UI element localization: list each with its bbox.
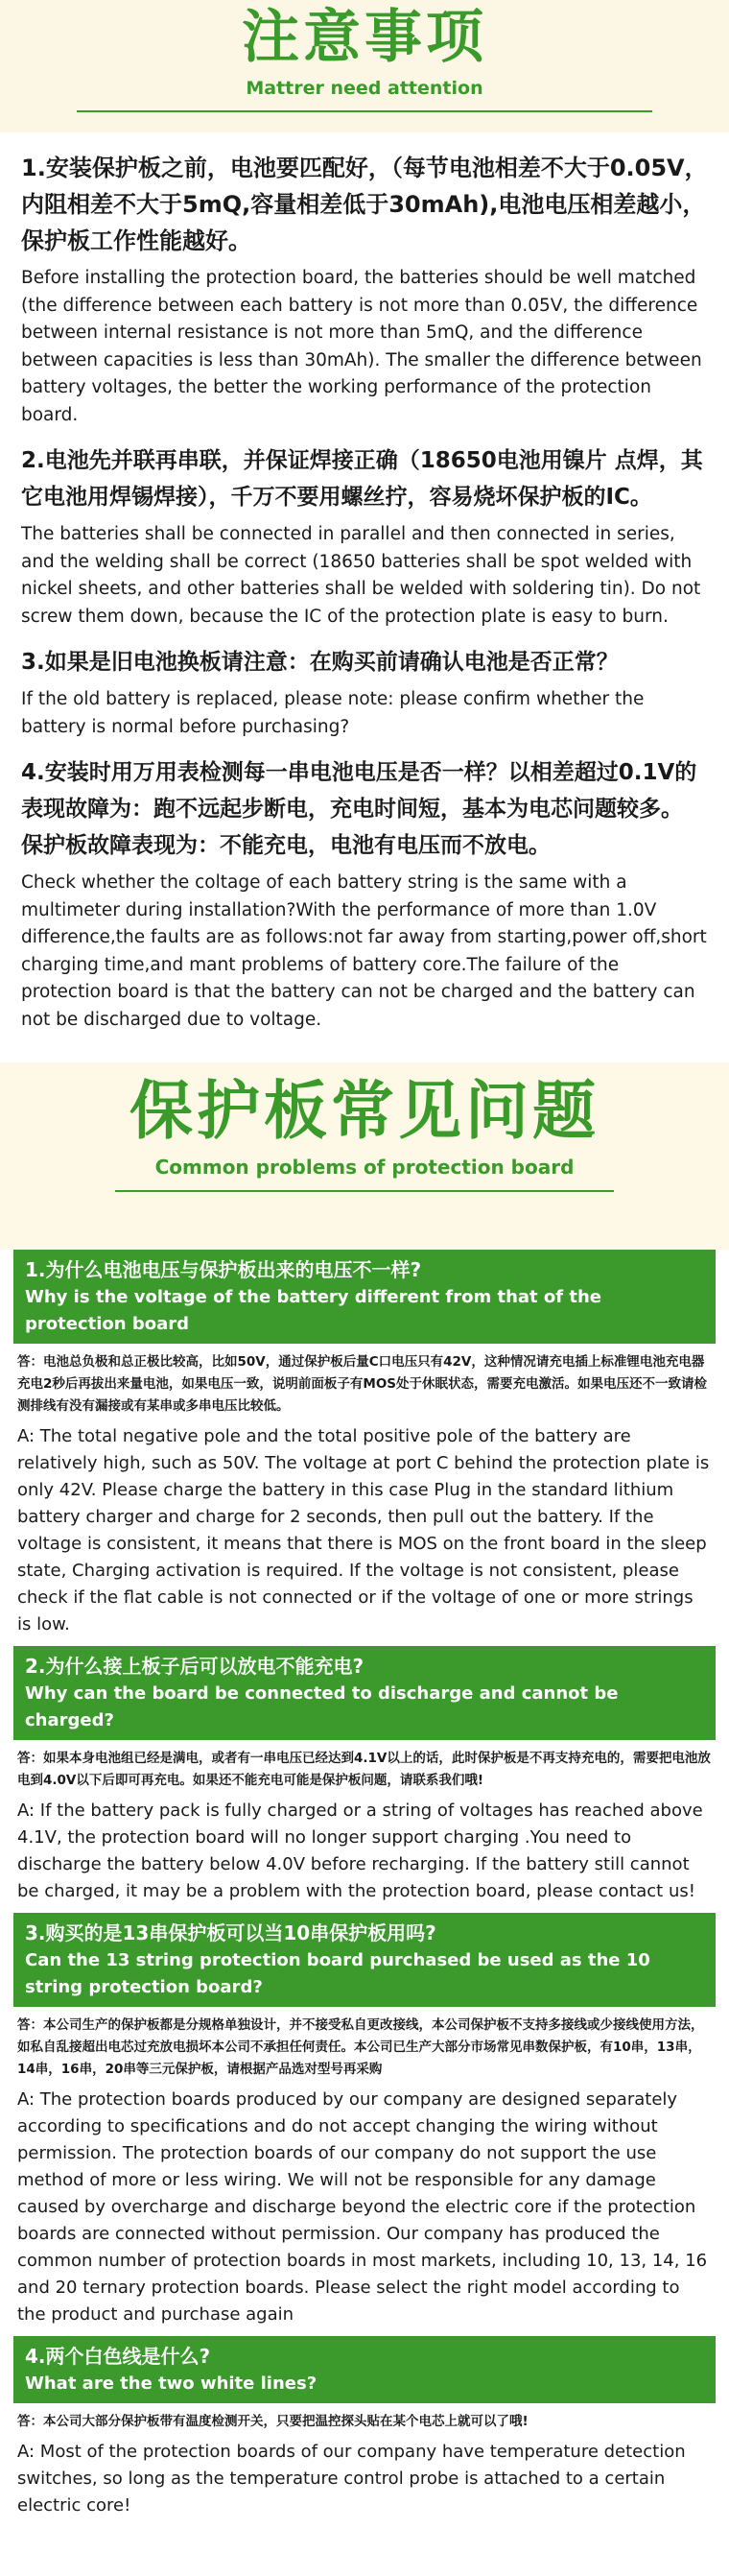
note-4-en: Check whether the coltage of each battery string is the same with a multimeter during installation?With the performance of more than 1.0V difference,the faults are as follows:not far away from starting,power off,short charging time,and mant problems of battery core.The failure of the protection board is that the battery can not be charged and the battery can not be discharged due to voltage. <box>21 872 707 1030</box>
faq-answer-4 <box>13 2403 716 2527</box>
question-en: What are the two white lines? <box>25 2373 317 2394</box>
faq-question-2 <box>13 1646 716 1740</box>
faq-answer-3 <box>13 2007 716 2336</box>
note-1-zh: 1.安装保护板之前，电池要匹配好，（每节电池相差不大于0.05V，内阻相差不大于5mQ,容量相差低于30mAh),电池电压相差越小，保护板工作性能越好。 <box>21 155 708 254</box>
faq-question-1 <box>13 1250 716 1344</box>
notes-header <box>0 0 729 132</box>
question-zh: 3.购买的是13串保护板可以当10串保护板用吗? <box>25 1921 436 1944</box>
notes-section <box>0 132 729 1062</box>
question-zh: 1.为什么电池电压与保护板出来的电压不一样? <box>25 1258 422 1281</box>
note-4-zh: 4.安装时用万用表检测每一串电池电压是否一样？以相差超过0.1V的表现故障为：跑不远起步断电，充电时间短，基本为电芯问题较多。 <box>21 760 697 822</box>
question-zh: 2.为什么接上板子后可以放电不能充电? <box>25 1655 364 1678</box>
answer-zh: 答：本公司生产的保护板都是分规格单独设计，并不接受私自更改接线，本公司保护板不支持多接线或少接线使用方法，如私自乱接超出电芯过充放电损坏本公司不承担任何责任。本公司已生产大部分市场常见串数保护板，有10串，13串，14串，16串，20串等三元保护板，请根据产品选对型号再采购 <box>17 2017 704 2077</box>
faq-question-4 <box>13 2336 716 2403</box>
answer-zh: 答：如果本身电池组已经是满电，或者有一串电压已经达到4.1V以上的话，此时保护板是不再支持充电的，需要把电池放电到4.0V以下后即可再充电。如果还不能充电可能是保护板问题，请联系我们哦! <box>17 1751 711 1788</box>
faq-title: 保护板常见问题 <box>129 1074 600 1148</box>
note-4-zh-fault: 保护板故障表现为：不能充电，电池有电压而不放电。 <box>21 833 551 858</box>
note-1-en: Before installing the protection board, the batteries should be well matched (the difference between each battery is not more than 0.05V, the difference between internal resistance is not more than 5mQ, and the difference between capacities is less than 30mAh). The smaller the difference between battery voltages, the better the working performance of the protection board. <box>21 268 702 425</box>
answer-en: A: The protection boards produced by our company are designed separately according to specifications and do not accept changing the wiring without permission. The protection boards of our company do not support the use method of more or less wiring. We will not be responsible for any damage caused by overcharge and discharge beyond the electric core if the protection boards are connected without permission. Our company has produced the common number of protection boards in most markets, including 10, 13, 14, 16 and 20 ternary protection boards. Please select the right model according to the product and purchase again <box>17 2089 708 2325</box>
question-en: Why can the board be connected to discharge and cannot be charged? <box>25 1683 619 1730</box>
note-3-zh: 3.如果是旧电池换板请注意：在购买前请确认电池是否正常？ <box>21 650 619 675</box>
answer-en: A: Most of the protection boards of our company have temperature detection switches, so long as the temperature control probe is attached to a certain electric core! <box>17 2442 686 2516</box>
note-2-en: The batteries shall be connected in parallel and then connected in series, and the welding shall be correct (18650 batteries shall be spot welded with nickel sheets, and other batteries shall be welded with soldering tin). Do not screw them down, because the IC of the protection plate is easy to burn. <box>21 524 701 627</box>
notes-title: 注意事项 <box>242 4 487 71</box>
faq-subtitle: Common problems of protection board <box>154 1156 575 1180</box>
answer-en: A: The total negative pole and the total positive pole of the battery are relatively high, such as 50V. The voltage at port C behind the protection plate is only 42V. Please charge the battery in this case Plug in the standard lithium battery charger and charge for 2 seconds, then pull out the battery. If the voltage is consistent, it means that there is MOS on the front board in the sleep state, Charging activation is required. If the voltage is not consistent, please check if the flat cable is not connected or if the voltage of one or more strings is low. <box>17 1426 710 1634</box>
answer-zh: 答：本公司大部分保护板带有温度检测开关，只要把温控探头贴在某个电芯上就可以了哦! <box>17 2414 529 2429</box>
notes-subtitle: Mattrer need attention <box>246 78 483 99</box>
answer-zh: 答：电池总负极和总正极比较高，比如50V，通过保护板后量C口电压只有42V，这种情况请充电插上标准锂电池充电器充电2秒后再拔出来量电池，如果电压一致，说明前面板子有MOS处于休眠状态，需要充电激活。如果电压还不一致请检测排线有没有漏接或有某串或多串电压比较低。 <box>17 1354 708 1414</box>
faq-header <box>0 1062 729 1250</box>
faq-question-3 <box>13 1913 716 2007</box>
question-en: Can the 13 string protection board purchased be used as the 10 string protection board? <box>25 1950 650 1997</box>
faq-section <box>0 1250 729 2527</box>
header-divider <box>77 110 652 112</box>
note-2-zh: 2.电池先并联再串联，并保证焊接正确（18650电池用镍片 点焊，其它电池用焊锡焊接），千万不要用螺丝拧，容易烧坏保护板的IC。 <box>21 448 703 510</box>
answer-en: A: If the battery pack is fully charged or a string of voltages has reached above 4.1V, the protection board will no longer support charging .You need to discharge the battery below 4.0V before recharging. If the battery still cannot be charged, it may be a problem with the protection board, please contact us! <box>17 1801 703 1901</box>
faq-answer-1 <box>13 1344 716 1646</box>
question-zh: 4.两个白色线是什么? <box>25 2345 211 2368</box>
faq-answer-2 <box>13 1740 716 1913</box>
question-en: Why is the voltage of the battery different from that of the protection board <box>25 1287 602 1334</box>
note-3-en: If the old battery is replaced, please note: please confirm whether the battery is normal before purchasing? <box>21 689 645 737</box>
header-divider <box>115 1190 614 1192</box>
